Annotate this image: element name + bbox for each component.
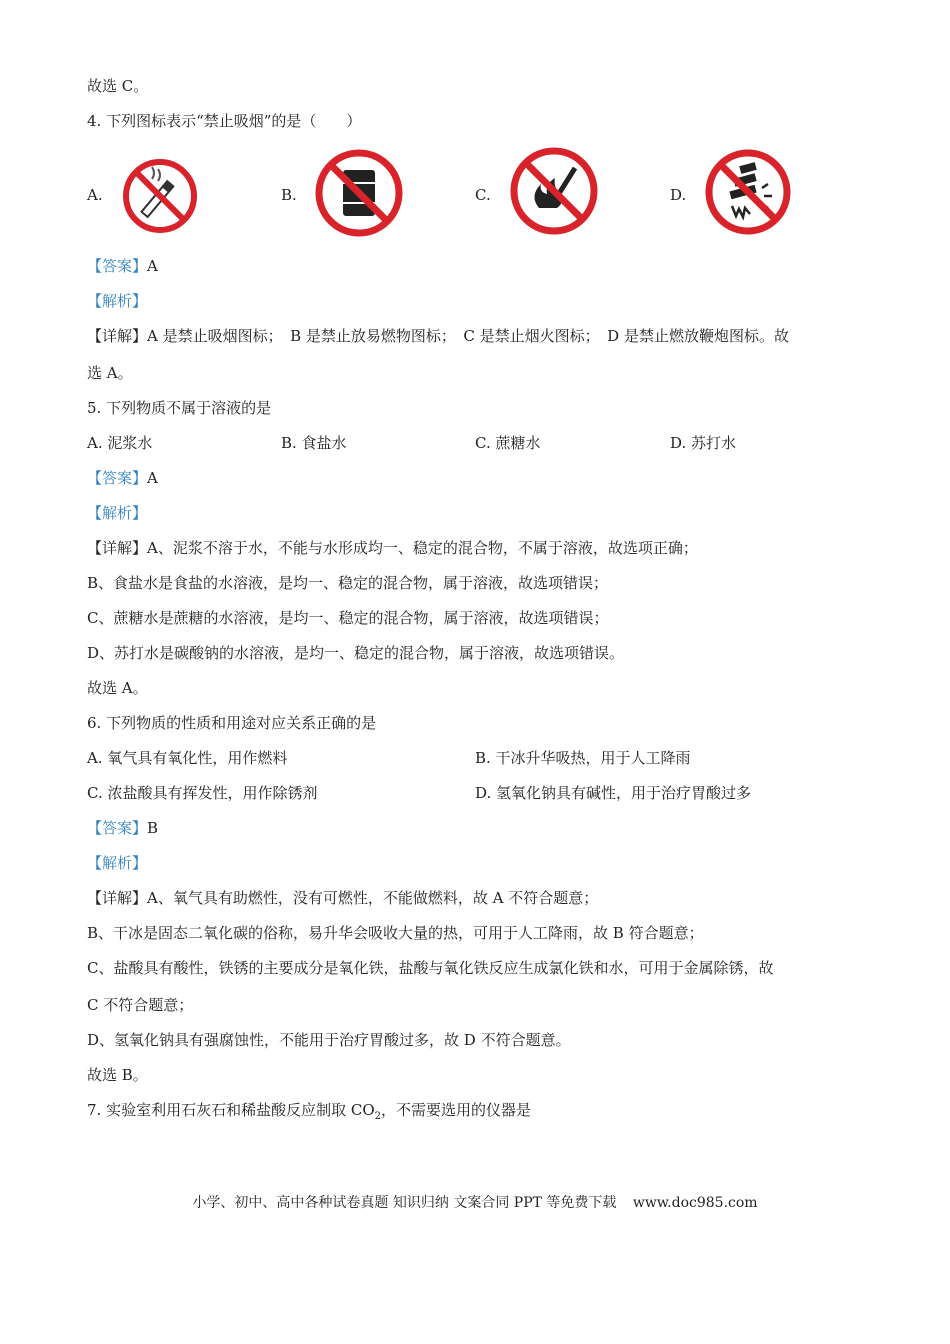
detail-tag: 【详解】 bbox=[87, 889, 148, 907]
q4-option-d-label: D. bbox=[670, 186, 687, 204]
no-open-flame-icon bbox=[509, 146, 599, 236]
q5-detail bbox=[87, 538, 698, 558]
q6-detail-a: A、氧气具有助燃性，没有可燃性，不能做燃料，故 A 不符合题意； bbox=[147, 889, 599, 907]
q4-option-a-label: A. bbox=[87, 186, 103, 204]
q6-detail-d: D、氢氧化钠具有强腐蚀性，不能用于治疗胃酸过多，故 D 不符合题意。 bbox=[87, 1031, 571, 1049]
q6-option-d: D. 氢氧化钠具有碱性，用于治疗胃酸过多 bbox=[475, 784, 752, 802]
q5-option-a: A. 泥浆水 bbox=[87, 434, 153, 452]
q6-detail-c: C、盐酸具有酸性，铁锈的主要成分是氧化铁，盐酸与氧化铁反应生成氯化铁和水，可用于金属除锈，故 bbox=[87, 959, 774, 977]
q5-option-d: D. 苏打水 bbox=[670, 434, 737, 452]
q6-detail-b: B、干冰是固态二氧化碳的俗称，易升华会吸收大量的热，可用于人工降雨，故 B 符合题意； bbox=[87, 924, 704, 942]
page-footer bbox=[0, 1192, 950, 1212]
q5-option-b: B. 食盐水 bbox=[281, 434, 347, 452]
q6-analysis bbox=[87, 853, 147, 873]
detail-tag: 【详解】 bbox=[87, 327, 148, 345]
no-firecrackers-icon bbox=[704, 148, 792, 236]
q5-question: 5. 下列物质不属于溶液的是 bbox=[87, 399, 272, 417]
q6-option-a: A. 氧气具有氧化性，用作燃料 bbox=[87, 749, 288, 767]
q6-answer-value: B bbox=[147, 819, 159, 837]
q4-answer bbox=[87, 256, 158, 276]
q4-option-c-label: C. bbox=[475, 186, 491, 204]
answer-tag: 【答案】 bbox=[87, 819, 148, 837]
q6-option-b: B. 干冰升华吸热，用于人工降雨 bbox=[475, 749, 691, 767]
q6-detail bbox=[87, 888, 598, 908]
q4-detail-text: A 是禁止吸烟图标； B 是禁止放易燃物图标； C 是禁止烟火图标； D 是禁止燃放鞭炮图标。故 bbox=[147, 327, 789, 345]
q3-conclusion: 故选 C。 bbox=[87, 77, 149, 95]
q7-text-end: ，不需要选用的仪器是 bbox=[381, 1101, 532, 1119]
q7-subscript: 2 bbox=[374, 1111, 381, 1122]
detail-tag: 【详解】 bbox=[87, 539, 148, 557]
footer-text: 小学、初中、高中各种试卷真题 知识归纳 文案合同 PPT 等免费下载 bbox=[192, 1195, 617, 1211]
q4-detail bbox=[87, 326, 789, 346]
q5-detail-c: C、蔗糖水是蔗糖的水溶液，是均一、稳定的混合物，属于溶液，故选项错误； bbox=[87, 609, 609, 627]
analysis-tag: 【解析】 bbox=[87, 854, 148, 872]
q6-question: 6. 下列物质的性质和用途对应关系正确的是 bbox=[87, 714, 377, 732]
no-smoking-icon bbox=[122, 159, 198, 233]
q5-detail-d: D、苏打水是碳酸钠的水溶液，是均一、稳定的混合物，属于溶液，故选项错误。 bbox=[87, 644, 625, 662]
q6-detail-c-cont: C 不符合题意； bbox=[87, 996, 194, 1014]
q4-question: 4. 下列图标表示“禁止吸烟”的是（ ） bbox=[87, 112, 362, 130]
answer-tag: 【答案】 bbox=[87, 257, 148, 275]
q6-option-c: C. 浓盐酸具有挥发性，用作除锈剂 bbox=[87, 784, 318, 802]
q4-answer-value: A bbox=[147, 257, 158, 275]
q7-question bbox=[87, 1100, 531, 1127]
analysis-tag: 【解析】 bbox=[87, 292, 148, 310]
no-flammable-materials-icon bbox=[314, 148, 404, 238]
analysis-tag: 【解析】 bbox=[87, 504, 148, 522]
q5-analysis bbox=[87, 503, 147, 523]
q4-option-b-label: B. bbox=[281, 186, 297, 204]
q4-analysis bbox=[87, 291, 147, 311]
q5-answer bbox=[87, 468, 158, 488]
q4-detail-cont: 选 A。 bbox=[87, 364, 133, 382]
footer-site-link[interactable]: www.doc985.com bbox=[632, 1195, 758, 1211]
q5-detail-a: A、泥浆不溶于水，不能与水形成均一、稳定的混合物，不属于溶液，故选项正确； bbox=[147, 539, 698, 557]
q5-conclusion: 故选 A。 bbox=[87, 679, 148, 697]
q5-detail-b: B、食盐水是食盐的水溶液，是均一、稳定的混合物，属于溶液，故选项错误； bbox=[87, 574, 609, 592]
q5-option-c: C. 蔗糖水 bbox=[475, 434, 541, 452]
q7-text-start: 7. 实验室利用石灰石和稀盐酸反应制取 CO bbox=[87, 1101, 375, 1119]
answer-tag: 【答案】 bbox=[87, 469, 148, 487]
q5-answer-value: A bbox=[147, 469, 158, 487]
q6-conclusion: 故选 B。 bbox=[87, 1066, 148, 1084]
q6-answer bbox=[87, 818, 158, 838]
